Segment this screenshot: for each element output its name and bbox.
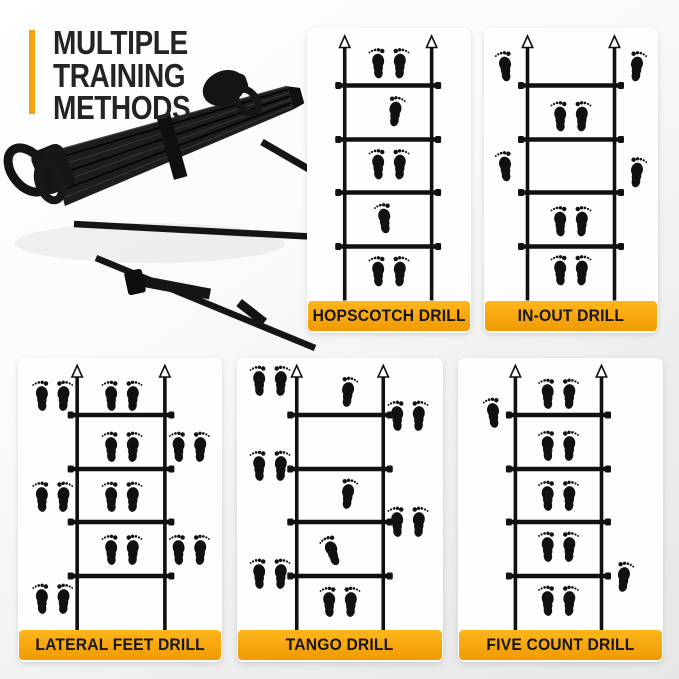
footprint-pair [538, 430, 580, 462]
ladder-arrow-icon [378, 366, 388, 378]
ladder-diagram-tango [237, 358, 443, 631]
footprint-pair [169, 534, 211, 566]
footprint-pair [319, 586, 361, 618]
ladder-rung [518, 243, 624, 250]
drill-label-text: FIVE COUNT DRILL [486, 635, 635, 654]
drill-label-five-count [459, 630, 662, 660]
drill-label-tango [238, 630, 442, 660]
footprint-right [613, 560, 635, 593]
ladder-diagram-lateral-feet [18, 358, 222, 631]
footprint-pair [368, 148, 410, 180]
drill-label-in-out [485, 301, 657, 331]
footprint-pair [249, 450, 291, 482]
ladder-rung [335, 189, 441, 196]
ladder-rung [335, 136, 441, 143]
ladder-rung [287, 466, 393, 473]
ladder-svg [307, 28, 471, 302]
ladder-rung [518, 136, 624, 143]
footprint-pair [169, 431, 211, 463]
footprint-pair [387, 506, 429, 538]
ladder-svg [458, 358, 663, 631]
footprint-left [373, 202, 395, 235]
drill-label-lateral-feet [19, 630, 221, 660]
ladder-arrow-icon [340, 36, 350, 48]
drill-label-text: LATERAL FEET DRILL [35, 635, 205, 654]
footprint-pair [538, 531, 580, 563]
ladder-rung [68, 573, 175, 580]
footprint-left [494, 150, 516, 183]
ladder-arrow-icon [596, 366, 606, 378]
ladder-rung [68, 466, 175, 473]
title-accent-bar [29, 30, 35, 114]
footprint-pair [101, 534, 143, 566]
ladder-rung [518, 82, 624, 89]
rung-buckle [124, 268, 147, 295]
ladder-svg [18, 358, 222, 631]
ladder-svg [237, 358, 443, 631]
drill-label-text: TANGO DRILL [286, 635, 394, 654]
drill-card-tango [237, 358, 443, 662]
footprint-pair [101, 431, 143, 463]
footprint-right [384, 95, 406, 128]
ladder-arrow-icon [426, 36, 436, 48]
footprint-right [626, 156, 648, 189]
ladder-rung [287, 519, 393, 526]
footprint-pair [32, 583, 74, 615]
ladder-svg [484, 28, 658, 302]
title-block [29, 24, 215, 126]
ladder-rung [68, 412, 175, 419]
drill-label-hopscotch [308, 301, 470, 331]
ladder-rung [287, 573, 393, 580]
footprint-right [626, 50, 648, 83]
footprint-pair [550, 205, 592, 237]
ladder-arrow-icon [292, 366, 302, 378]
drill-label-text: HOPSCOTCH DRILL [312, 306, 466, 325]
footprint-pair [32, 380, 74, 412]
ladder-arrow-icon [160, 366, 170, 378]
footprint-left [482, 396, 504, 429]
ladder-diagram-in-out [484, 28, 658, 302]
page-title [53, 24, 191, 126]
ladder-rung [68, 519, 175, 526]
drill-label-text: IN-OUT DRILL [517, 306, 625, 325]
footprint-pair [249, 365, 291, 397]
footprint-right [337, 477, 359, 510]
footprint-right [337, 375, 359, 408]
ladder-arrow-icon [522, 36, 532, 48]
ladder-rung [287, 412, 393, 419]
drill-card-in-out [484, 28, 658, 333]
ladder-diagram-hopscotch [307, 28, 471, 302]
ladder-rung [335, 243, 441, 250]
footprint-pair [249, 558, 291, 590]
footprint-left [318, 534, 345, 568]
footprint-pair [101, 481, 143, 513]
footprint-pair [32, 481, 74, 513]
footprint-pair [538, 480, 580, 512]
title-line-1: MULTIPLE [53, 24, 188, 61]
footprint-pair [101, 380, 143, 412]
footprint-pair [387, 400, 429, 432]
ladder-rung [335, 82, 441, 89]
ladder-diagram-five-count [458, 358, 663, 631]
ladder-rung [506, 573, 611, 580]
ladder-arrow-icon [72, 366, 82, 378]
ladder-rung [506, 466, 611, 473]
footprint-pair [368, 255, 410, 287]
footprint-pair [550, 254, 592, 286]
footprint-pair [550, 100, 592, 132]
drill-card-five-count [458, 358, 663, 662]
footprint-pair [538, 585, 580, 617]
ladder-arrow-icon [609, 36, 619, 48]
drill-card-lateral-feet [18, 358, 222, 662]
ladder-arrow-icon [510, 366, 520, 378]
footprint-left [494, 50, 516, 83]
ladder-rung [506, 412, 611, 419]
footprint-pair [538, 378, 580, 410]
ladder-rung [518, 189, 624, 196]
ladder-rung [506, 519, 611, 526]
drill-card-hopscotch [307, 28, 471, 333]
title-line-3: METHODS [53, 89, 191, 126]
title-line-2: TRAINING [53, 56, 186, 94]
footprint-pair [368, 47, 410, 79]
